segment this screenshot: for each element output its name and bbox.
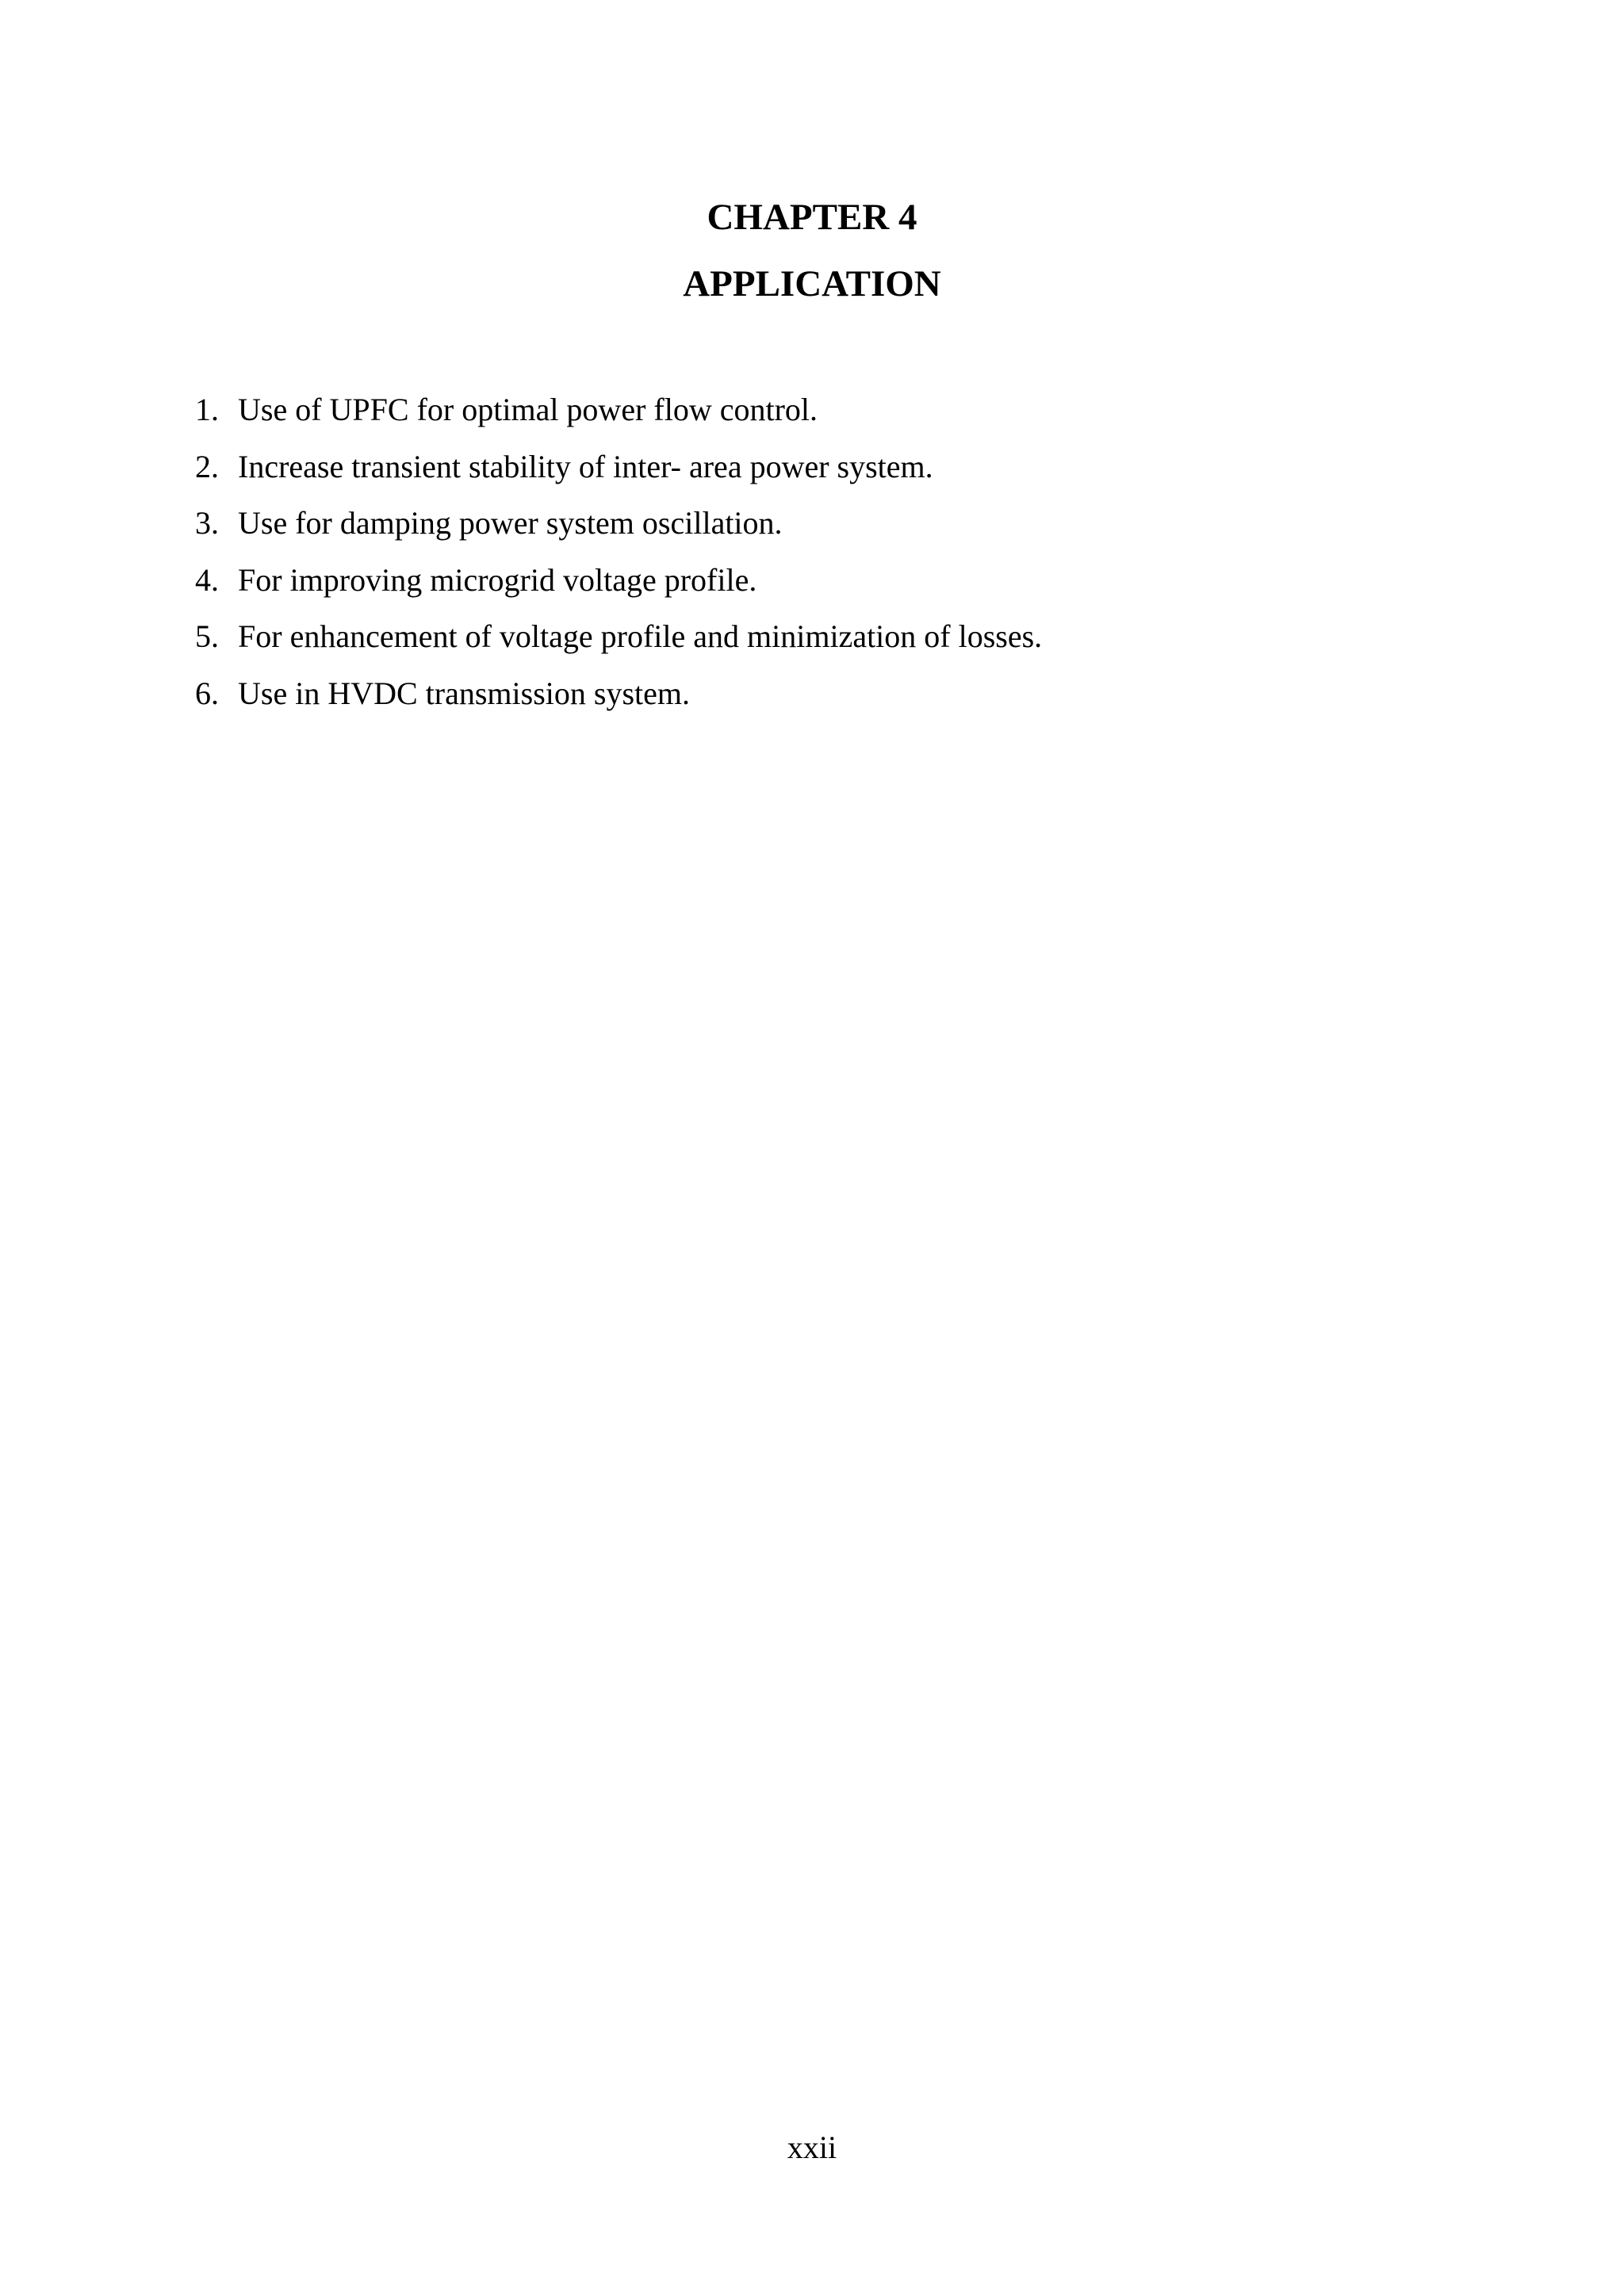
chapter-title: APPLICATION: [683, 263, 941, 304]
list-item: [195, 390, 1042, 447]
list-item-number: 1.: [195, 392, 219, 427]
list-item-text: Increase transient stability of inter- area power system.: [238, 448, 933, 484]
list-item-text: Use of UPFC for optimal power flow control.: [238, 392, 818, 427]
list-item-text: Use in HVDC transmission system.: [238, 675, 690, 711]
list-item-text: Use for damping power system oscillation.: [238, 505, 783, 541]
list-item: [195, 561, 1042, 618]
list-item-number: 2.: [195, 448, 219, 484]
list-item: [195, 617, 1042, 674]
list-item: [195, 447, 1042, 504]
list-item: [195, 503, 1042, 561]
list-item: [195, 674, 1042, 731]
list-item-number: 6.: [195, 675, 219, 711]
list-item-text: For improving microgrid voltage profile.: [238, 561, 757, 598]
application-list: [195, 390, 1042, 730]
list-item-number: 3.: [195, 505, 219, 541]
list-item-text: For enhancement of voltage profile and minimization of losses.: [238, 618, 1043, 654]
page-number: xxii: [787, 2130, 837, 2165]
list-item-number: 5.: [195, 618, 219, 654]
list-item-number: 4.: [195, 561, 219, 598]
chapter-number: CHAPTER 4: [707, 197, 917, 238]
